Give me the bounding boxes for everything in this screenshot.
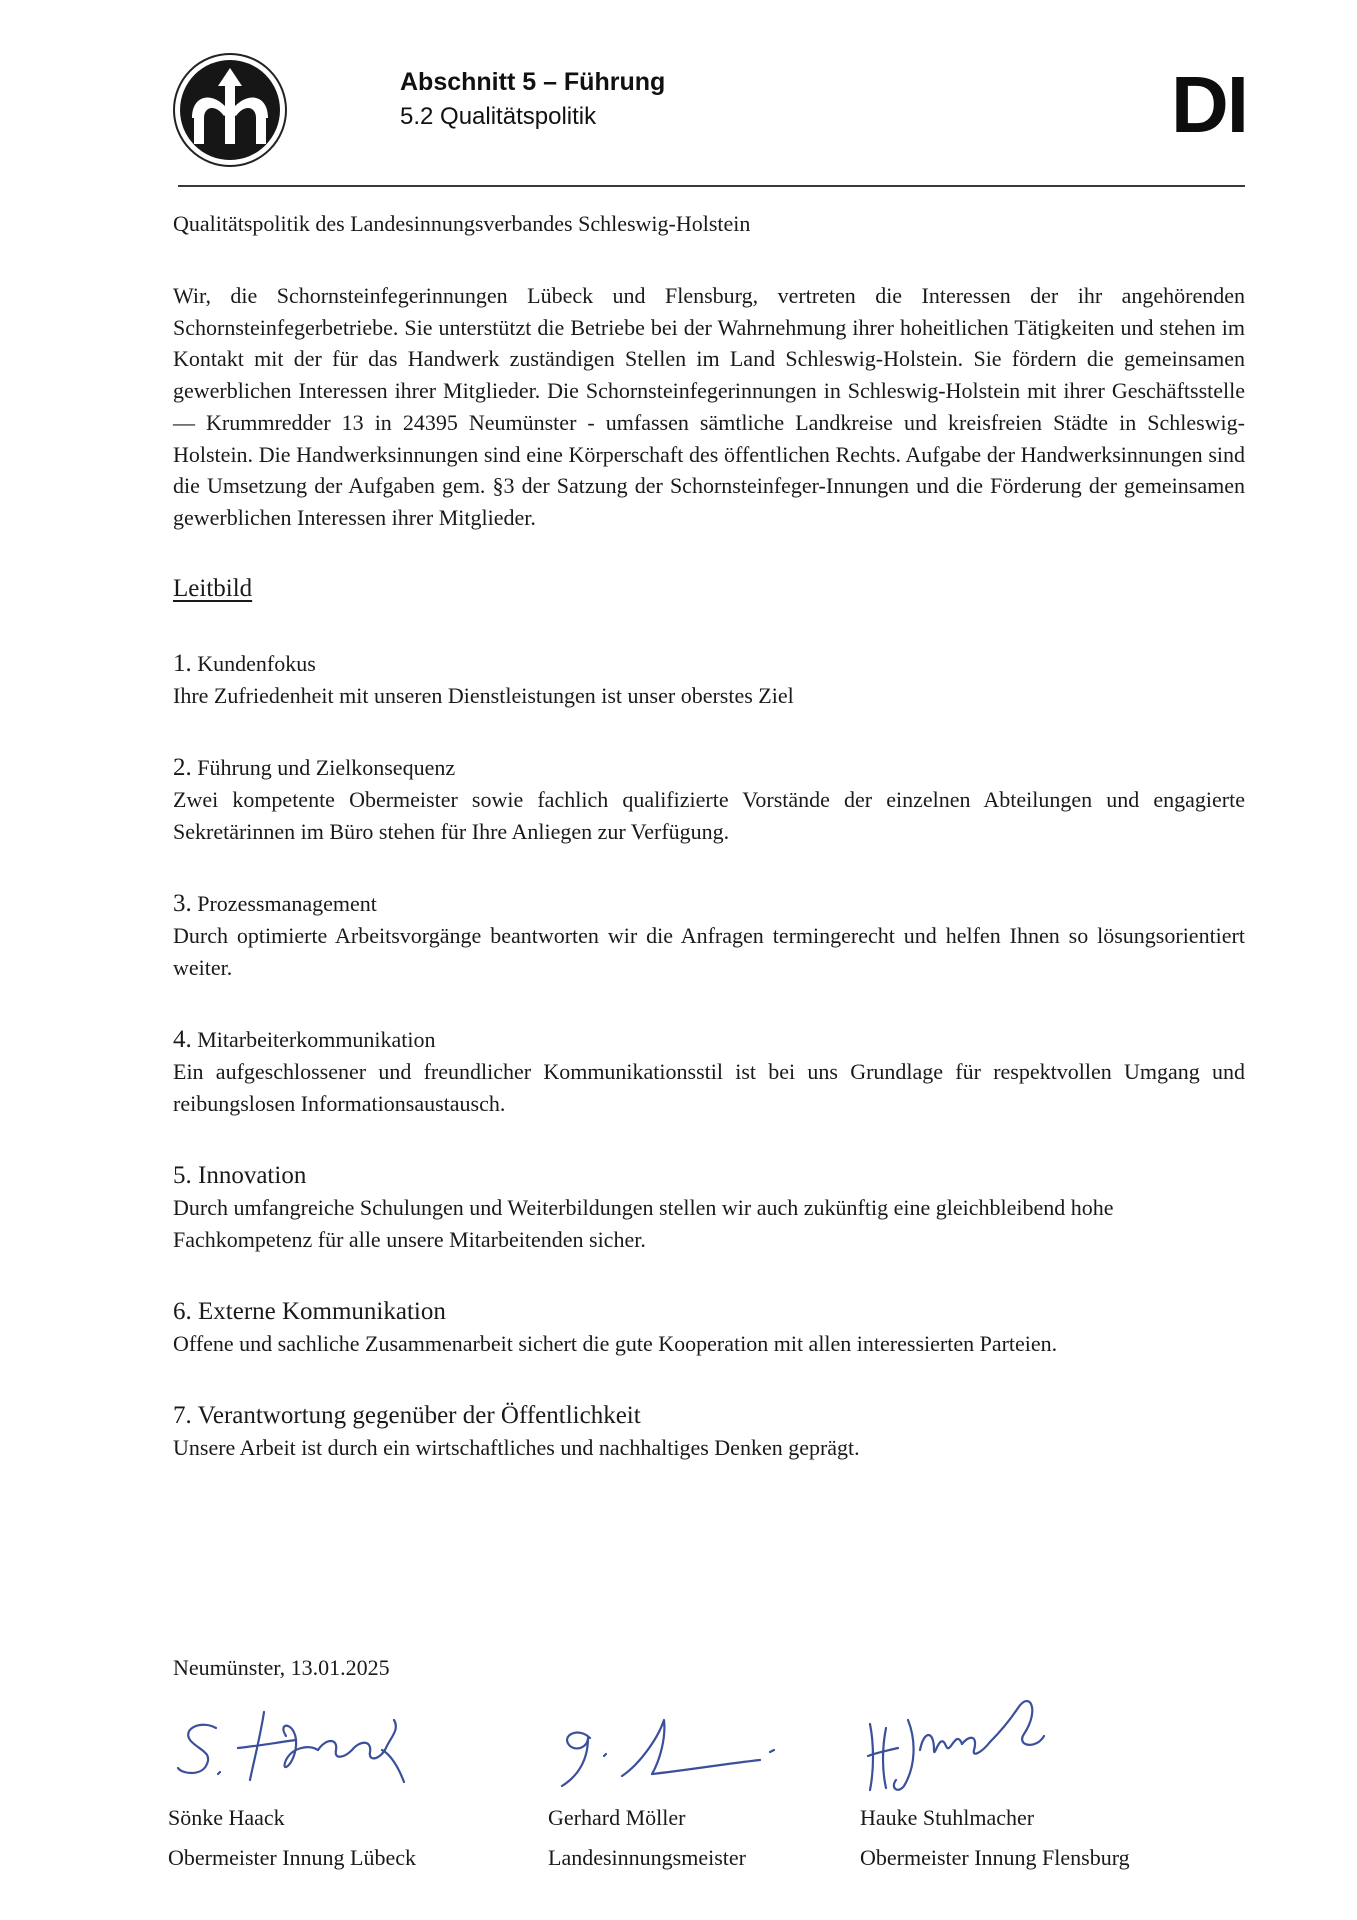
document-body [173,208,1245,1504]
signatory-stuhlmacher [860,1690,1190,1874]
principle-heading [173,1024,1245,1056]
principle-text: Ihre Zufriedenheit mit unseren Dienstleistungen ist unser oberstes Ziel [173,682,794,708]
handwritten-signature-icon [168,1690,428,1800]
principle-title: Mitarbeiterkommunikation [197,1026,436,1052]
document-title: Qualitätspolitik des Landesinnungsverbandes Schleswig-Holstein [173,211,751,236]
place-and-date: Neumünster, 13.01.2025 [173,1655,390,1680]
principle-number: 2. [173,753,192,781]
principle-number: 5. [173,1161,192,1189]
principle-title: Externe Kommunikation [198,1297,446,1325]
signatory-name: Hauke Stuhlmacher [860,1805,1035,1830]
principle-number: 7. [173,1401,192,1429]
principle-text: Durch optimierte Arbeitsvorgänge beantworten wir die Anfragen termingerecht und helfen Ihnen so lösungsorientiert weiter. [173,922,1245,980]
principle-text: Durch umfangreiche Schulungen und Weiterbildungen stellen wir auch zukünftig eine gleichbleibend hohe Fachkompetenz für alle unsere Mitarbeitenden sicher. [173,1194,1114,1252]
principle-item [173,1024,1245,1120]
principle-number: 1. [173,649,192,677]
principle-title: Innovation [198,1161,307,1189]
section-title: Abschnitt 5 – Führung [400,68,666,96]
signatory-moeller [548,1690,878,1874]
header-titles [400,66,665,134]
principle-number: 4. [173,1025,192,1053]
principle-heading [173,888,1245,920]
principle-item [173,888,1245,984]
principle-title: Kundenfokus [197,650,316,676]
principle-number: 6. [173,1297,192,1325]
section-subtitle: 5.2 Qualitätspolitik [400,103,597,130]
signatory-role: Obermeister Innung Flensburg [860,1845,1130,1870]
principle-text: Unsere Arbeit ist durch ein wirtschaftliches und nachhaltiges Denken geprägt. [173,1434,860,1460]
principle-item [173,1400,1245,1464]
signatory-haack [168,1690,498,1874]
principle-item [173,648,1245,712]
signatory-role: Obermeister Innung Lübeck [168,1845,417,1870]
principle-heading [173,1400,1245,1432]
principle-title: Prozessmanagement [197,890,377,916]
principle-heading [173,1160,1245,1192]
principles-list [173,648,1245,1464]
principle-title: Verantwortung gegenüber der Öffentlichkeit [197,1401,641,1429]
principle-item [173,1160,1245,1256]
principle-number: 3. [173,889,192,917]
header-divider [178,185,1245,187]
principle-heading [173,752,1245,784]
principle-heading [173,1296,1245,1328]
signatory-name: Sönke Haack [168,1805,285,1830]
handwritten-signature-icon [860,1690,1120,1800]
signatory-role: Landesinnungsmeister [548,1845,746,1870]
principle-heading [173,648,1245,680]
corner-mark: DI [1171,60,1247,149]
intro-paragraph: Wir, die Schornsteinfegerinnungen Lübeck und Flensburg, vertreten die Interessen der ihr angehörenden Schornsteinfegerbetriebe. Sie unterstützt die Betriebe bei der Wahrnehmung ihrer hoheitlichen Tätigkeiten und stehen im Kontakt mit der für das Handwerk zuständigen Stellen im Land Schleswig-Holstein. Sie fördern die gemeinsamen gewerblichen Interessen ihrer Mitglieder. Die Schornsteinfegerinnungen in Schleswig-Holstein mit ihrer Geschäftsstelle — Krummredder 13 in 24395 Neumünster - umfassen sämtliche Landkreise und kreisfreien Städte in Schleswig-Holstein. Die Handwerksinnungen sind eine Körperschaft des öffentlichen Rechts. Aufgabe der Handwerksinnungen sind die Umsetzung der Aufgaben gem. §3 der Satzung der Schornsteinfeger-Innungen und die Förderung der gemeinsamen gewerblichen Interessen ihrer Mitglieder. [173,283,1245,530]
principle-text: Zwei kompetente Obermeister sowie fachlich qualifizierte Vorstände der einzelnen Abteilungen und engagierte Sekretärinnen im Büro stehen für Ihre Anliegen zur Verfügung. [173,786,1245,844]
principle-text: Offene und sachliche Zusammenarbeit sichert die gute Kooperation mit allen interessierten Parteien. [173,1330,1058,1356]
leitbild-heading: Leitbild [173,574,253,602]
principle-item [173,1296,1245,1360]
principle-item [173,752,1245,848]
principle-title: Führung und Zielkonsequenz [197,754,456,780]
chimney-sweep-guild-emblem-icon [170,50,290,170]
handwritten-signature-icon [548,1690,808,1800]
signatory-name: Gerhard Möller [548,1805,686,1830]
principle-text: Ein aufgeschlossener und freundlicher Kommunikationsstil ist bei uns Grundlage für respektvollen Umgang und reibungslosen Informationsaustausch. [173,1058,1245,1116]
